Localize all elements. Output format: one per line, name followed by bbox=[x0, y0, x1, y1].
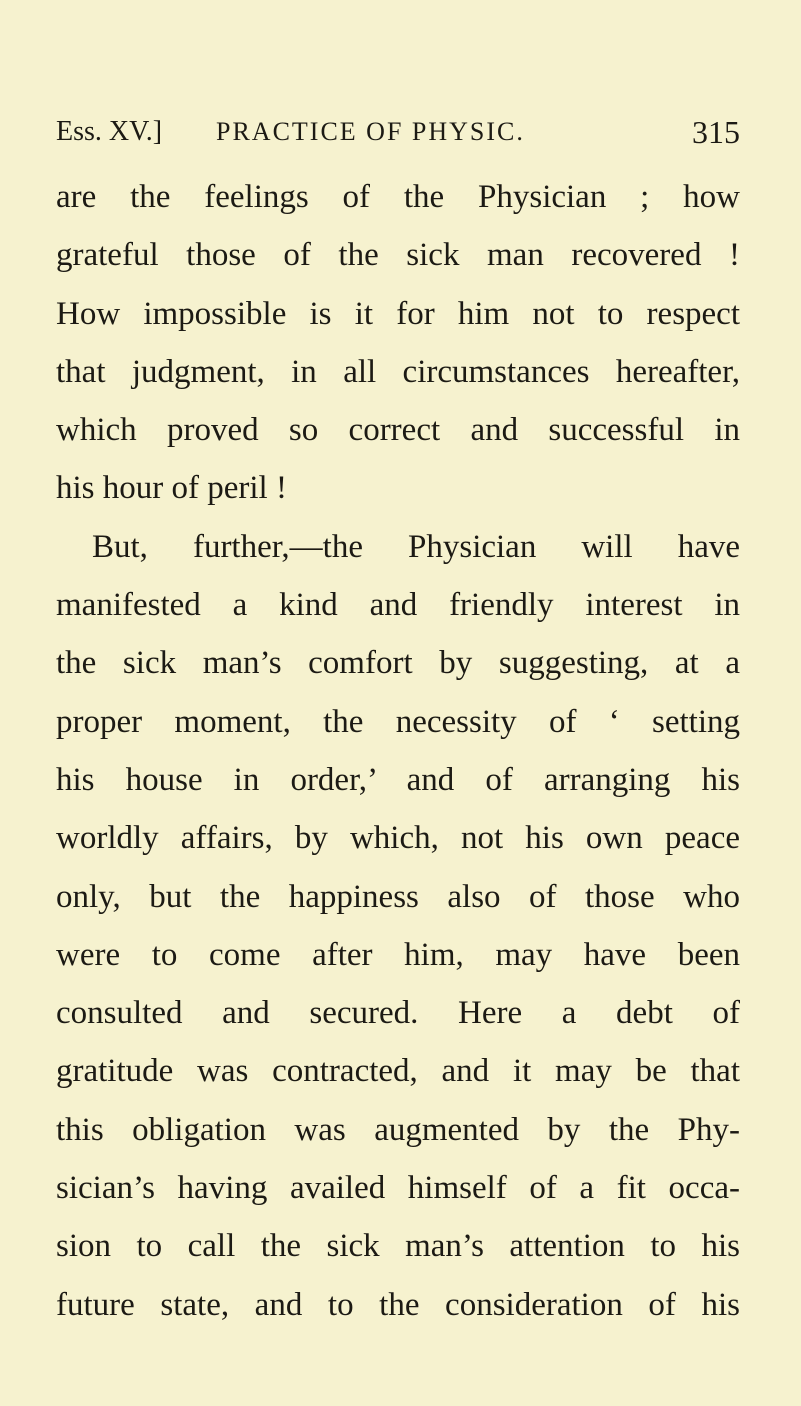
text-line: manifested a kind and friendly interest in bbox=[56, 587, 740, 624]
text-line: grateful those of the sick man recovered ! bbox=[56, 237, 740, 274]
text-line: sician’s having availed himself of a fit occa- bbox=[56, 1170, 740, 1207]
text-line: How impossible is it for him not to respect bbox=[56, 295, 740, 332]
running-head bbox=[56, 112, 740, 152]
text-line: which proved so correct and successful in bbox=[56, 412, 740, 449]
text-line: only, but the happiness also of those who bbox=[56, 878, 740, 915]
text-line: worldly affairs, by which, not his own peace bbox=[56, 820, 740, 857]
text-line: sion to call the sick man’s attention to his bbox=[56, 1228, 740, 1265]
text-line: this obligation was augmented by the Phy- bbox=[56, 1111, 740, 1148]
text-line-paragraph-start: But, further,—the Physician will have bbox=[92, 528, 740, 565]
text-line: are the feelings of the Physician ; how bbox=[56, 179, 740, 215]
text-line: his house in order,’ and of arranging his bbox=[56, 761, 740, 798]
text-line: his hour of peril ! bbox=[56, 470, 287, 507]
text-line: future state, and to the consideration of his bbox=[56, 1286, 740, 1323]
running-head-essay: Ess. XV.] bbox=[56, 116, 163, 147]
text-line: gratitude was contracted, and it may be that bbox=[56, 1053, 740, 1090]
page-number: 315 bbox=[692, 114, 740, 150]
text-line: consulted and secured. Here a debt of bbox=[56, 995, 740, 1032]
body-text bbox=[56, 168, 740, 1334]
text-line: the sick man’s comfort by suggesting, at a bbox=[56, 645, 740, 682]
running-head-title: PRACTICE OF PHYSIC. bbox=[216, 117, 525, 146]
text-line: that judgment, in all circumstances hereafter, bbox=[56, 353, 740, 390]
text-line: proper moment, the necessity of ‘ setting bbox=[56, 703, 740, 740]
text-line: were to come after him, may have been bbox=[56, 936, 740, 973]
